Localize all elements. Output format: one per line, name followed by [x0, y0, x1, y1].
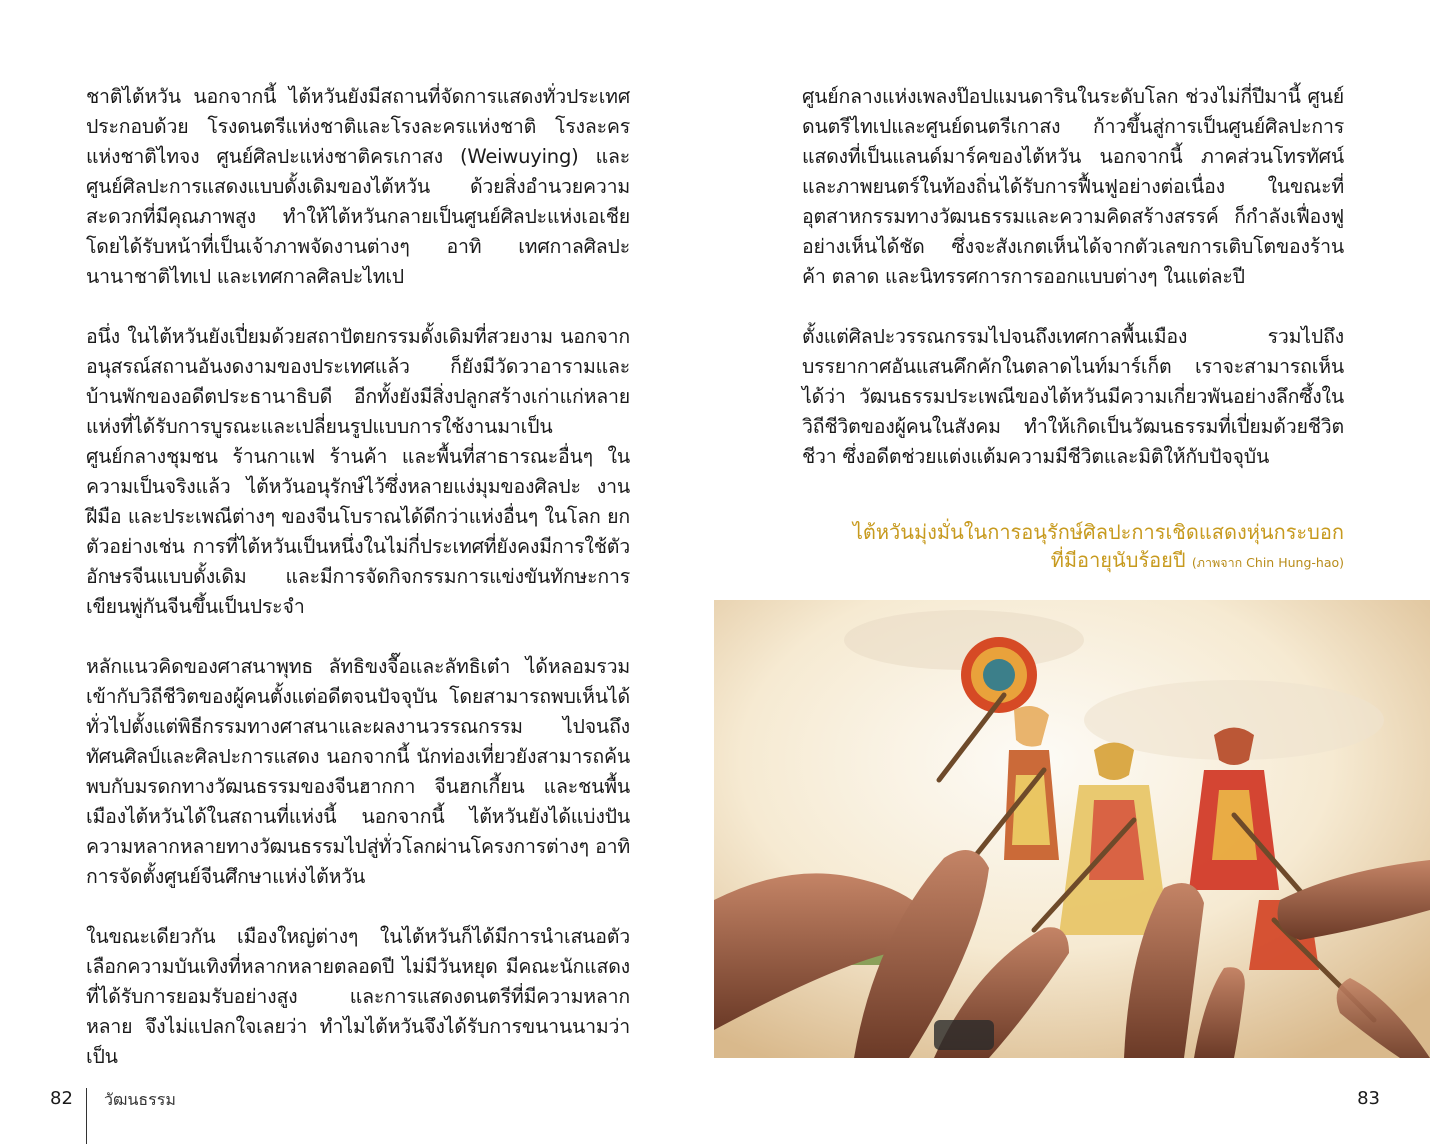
paragraph: ชาติไต้หวัน นอกจากนี้ ไต้หวันยังมีสถานที่จัดการแสดงทั่วประเทศ ประกอบด้วย โรงดนตรีแห่งชาติและโรงละครแห่งชาติ โรงละครแห่งชาติไทจง ศูนย์ศิลปะแห่งชาติครเกาสง (Weiwuying) และศูนย์ศิลปะการแสดงแบบดั้งเดิมของไต้หวัน ด้วยสิ่งอำนวยความสะดวกที่มีคุณภาพสูง ทำให้ไต้หวันกลายเป็นศูนย์ศิลปะแห่งเอเชีย โดยได้รับหน้าที่เป็นเจ้าภาพจัดงานต่างๆ อาทิ เทศกาลศิลปะนานาชาติไทเป และเทศกาลศิลปะไทเป	[86, 85, 630, 288]
section-name: วัฒนธรรม	[104, 1090, 176, 1109]
photo-caption	[824, 518, 1344, 577]
shadow-puppet-photo	[714, 600, 1430, 1058]
paragraph: ศูนย์กลางแห่งเพลงป๊อปแมนดารินในระดับโลก ช่วงไม่กี่ปีมานี้ ศูนย์ดนตรีไทเปและศูนย์ดนตรีเกาสง ก้าวขึ้นสู่การเป็นศูนย์ศิลปะการแสดงที่เป็นแลนด์มาร์คของไต้หวัน นอกจากนี้ ภาคส่วนโทรทัศน์และภาพยนตร์ในท้องถิ่นได้รับการฟื้นฟูอย่างต่อเนื่อง ในขณะที่อุตสาหกรรมทางวัฒนธรรมและความคิดสร้างสรรค์ ก็กำลังเฟื่องฟูอย่างเห็นได้ชัด ซึ่งจะสังเกตเห็นได้จากตัวเลขการเติบโตของร้านค้า ตลาด และนิทรรศการการออกแบบต่างๆ ในแต่ละปี	[802, 85, 1344, 288]
caption-line-1: ไต้หวันมุ่งมั่นในการอนุรักษ์ศิลปะการเชิดแสดงหุ่นกระบอก	[852, 520, 1344, 544]
shadow-puppet-illustration	[714, 600, 1430, 1058]
page-number-right: 83	[1357, 1088, 1380, 1109]
paragraph: ในขณะเดียวกัน เมืองใหญ่ต่างๆ ในไต้หวันก็ได้มีการนำเสนอตัวเลือกความบันเทิงที่หลากหลายตลอดปี ไม่มีวันหยุด มีคณะนักแสดงที่ได้รับการยอมรับอย่างสูง และการแสดงดนตรีที่มีความหลากหลาย จึงไม่แปลกใจเลยว่า ทำไมไต้หวันจึงได้รับการขนานนามว่าเป็น	[86, 925, 630, 1068]
right-page-body	[802, 82, 1344, 502]
left-page-body	[86, 82, 630, 1102]
caption-line-2-text: ที่มีอายุนับร้อยปี	[1050, 548, 1186, 572]
page-number-left: 82	[50, 1088, 73, 1109]
paragraph: ตั้งแต่ศิลปะวรรณกรรมไปจนถึงเทศกาลพื้นเมือง รวมไปถึงบรรยากาศอันแสนคึกคักในตลาดไนท์มาร์เก็ต เราจะสามารถเห็นได้ว่า วัฒนธรรมประเพณีของไต้หวันมีความเกี่ยวพันอย่างลึกซึ้งในวิถีชีวิตของผู้คนในสังคม ทำให้เกิดเป็นวัฒนธรรมที่เปี่ยมด้วยชีวิตชีวา ซึ่งอดีตช่วยแต่งแต้มความมีชีวิตและมิติให้กับปัจจุบัน	[802, 325, 1344, 468]
footer-divider	[86, 1088, 87, 1144]
photo-credit: (ภาพจาก Chin Hung-hao)	[1191, 555, 1344, 570]
paragraph: หลักแนวคิดของศาสนาพุทธ ลัทธิขงจื๊อและลัทธิเต๋า ได้หลอมรวมเข้ากับวิถีชีวิตของผู้คนตั้งแต่อดีตจนปัจจุบัน โดยสามารถพบเห็นได้ทั่วไปตั้งแต่พิธีกรรมทางศาสนาและผลงานวรรณกรรม ไปจนถึงทัศนศิลป์และศิลปะการแสดง นอกจากนี้ นักท่องเที่ยวยังสามารถค้นพบกับมรดกทางวัฒนธรรมของจีนฮากกา จีนฮกเกี้ยน และชนพื้นเมืองไต้หวันได้ในสถานที่แห่งนี้ นอกจากนี้ ไต้หวันยังได้แบ่งปันความหลากหลายทางวัฒนธรรมไปสู่ทั่วโลกผ่านโครงการต่างๆ อาทิ การจัดตั้งศูนย์จีนศึกษาแห่งไต้หวัน	[86, 655, 630, 888]
paragraph: อนึ่ง ในไต้หวันยังเปี่ยมด้วยสถาปัตยกรรมดั้งเดิมที่สวยงาม นอกจากอนุสรณ์สถานอันงดงามของประเทศแล้ว ก็ยังมีวัดวาอารามและบ้านพักของอดีตประธานาธิบดี อีกทั้งยังมีสิ่งปลูกสร้างเก่าแก่หลายแห่งที่ได้รับการบูรณะและเปลี่ยนรูปแบบการใช้งานมาเป็นศูนย์กลางชุมชน ร้านกาแฟ ร้านค้า และพื้นที่สาธารณะอื่นๆ ในความเป็นจริงแล้ว ไต้หวันอนุรักษ์ไว้ซึ่งหลายแง่มุมของศิลปะ งานฝีมือ และประเพณีต่างๆ ของจีนโบราณได้ดีกว่าแห่งอื่นๆ ในโลก ยกตัวอย่างเช่น การที่ไต้หวันเป็นหนึ่งในไม่กี่ประเทศที่ยังคงมีการใช้ตัวอักษรจีนแบบดั้งเดิม และมีการจัดกิจกรรมการแข่งขันทักษะการเขียนพู่กันจีนขึ้นเป็นประจำ	[86, 325, 630, 618]
caption-line-2	[824, 546, 1344, 577]
